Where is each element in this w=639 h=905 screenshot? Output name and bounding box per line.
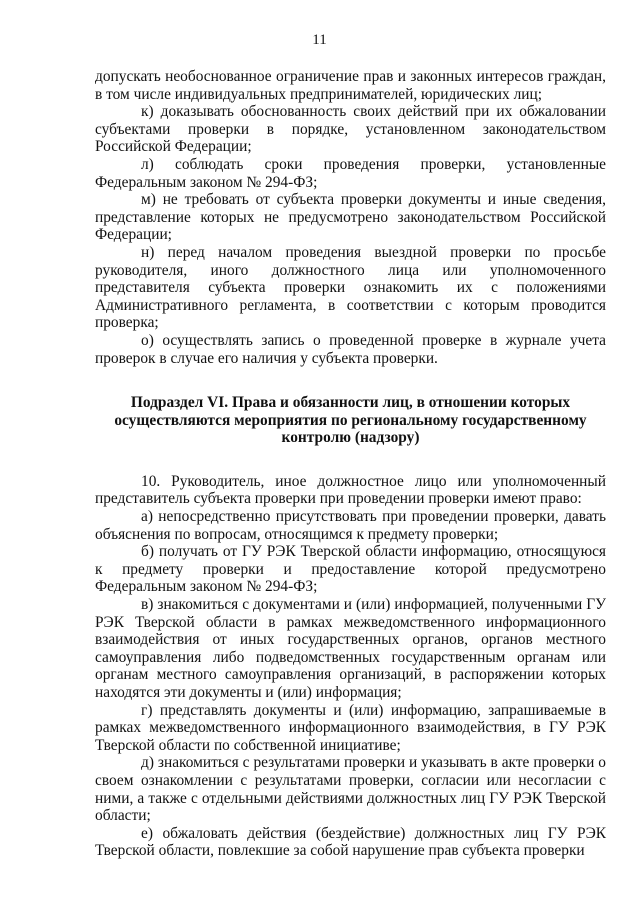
paragraph-item-e: е) обжаловать действия (бездействие) должностных лиц ГУ РЭК Тверской области, повлекшие за собой нарушение прав субъекта проверки [95,824,606,860]
paragraph-clause-10: 10. Руководитель, иное должностное лицо или уполномоченный представитель субъекта проверки при проведении проверки имеют право: [95,472,606,508]
subsection-heading [95,394,606,447]
paragraph-item-d: д) знакомиться с результатами проверки и указывать в акте проверки о своем ознакомлении с результатами проверки, согласии или несогласии с ними, а также с отдельными действиями должностных лиц ГУ РЭК Тверской области; [95,754,606,825]
paragraph-continuation: допускать необоснованное ограничение прав и законных интересов граждан, в том числе индивидуальных предпринимателей, юридических лиц; [95,68,606,103]
heading-line: осуществляются мероприятия по региональному государственному [114,411,587,429]
paragraph-item-b: б) получать от ГУ РЭК Тверской области информацию, относящуюся к предмету проверки и предоставление которой предусмотрено Федеральным законом № 294-ФЗ; [95,543,606,596]
paragraph-item-g: г) представлять документы и (или) информацию, запрашиваемые в рамках межведомственного информационного взаимодействия, в ГУ РЭК Тверской области по собственной инициативе; [95,701,606,754]
paragraph-item-o: о) осуществлять запись о проведенной проверке в журнале учета проверок в случае его наличия у субъекта проверки. [95,331,606,367]
paragraph-item-a: а) непосредственно присутствовать при проведении проверки, давать объяснения по вопросам, относящимся к предмету проверки; [95,508,606,543]
paragraph-item-n: н) перед началом проведения выездной проверки по просьбе руководителя, иного должностного лица или уполномоченного представителя субъекта проверки ознакомить их с положениями Административного регламента, в соответствии с которым проводится проверка; [95,243,606,332]
paragraph-item-k: к) доказывать обоснованность своих действий при их обжаловании субъектами проверки в порядке, установленном законодательством Российской Федерации; [95,103,606,156]
paragraph-item-l: л) соблюдать сроки проведения проверки, установленные Федеральным законом № 294-ФЗ; [95,155,606,191]
document-body [95,68,606,860]
heading-line: Подраздел VI. Права и обязанности лиц, в отношении которых [130,394,571,412]
page-number: 11 [312,32,327,48]
paragraph-item-v: в) знакомиться с документами и (или) информацией, полученными ГУ РЭК Тверской области в рамках межведомственного информационного взаимодействия от иных государственных органов, органов местного самоуправления либо подведомственных государственным органам или органам местного самоуправления организаций, в распоряжении которых находятся эти документы и (или) информация; [95,596,606,701]
paragraph-item-m: м) не требовать от субъекта проверки документы и иные сведения, представление которых не предусмотрено законодательством Российской Федерации; [95,191,606,244]
heading-line: контролю (надзору) [281,429,420,447]
